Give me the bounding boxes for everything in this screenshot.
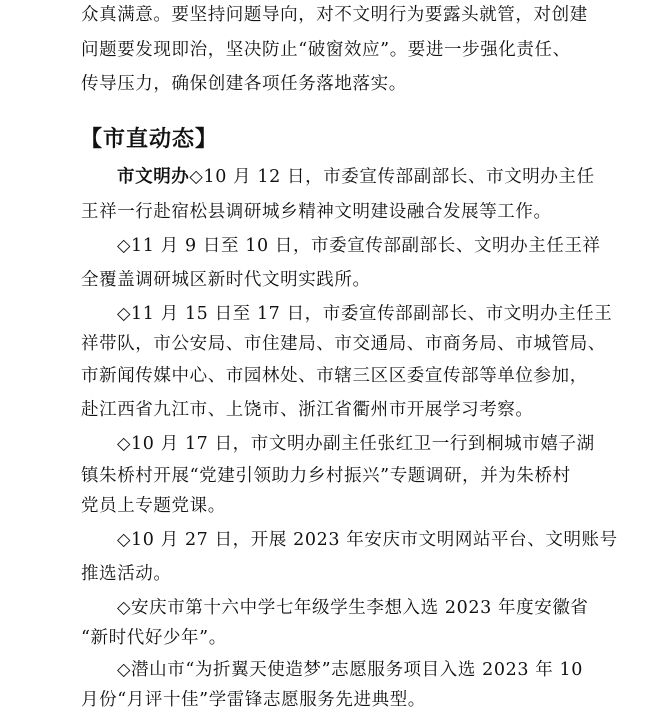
news-item-first-line: ◇10 月 27 日，开展 2023 年安庆市文明网站平台、文明账号 bbox=[117, 530, 618, 550]
news-item-first-line: ◇10 月 17 日，市文明办副主任张红卫一行到桐城市嬉子湖 bbox=[117, 434, 595, 454]
section-heading: 【市直动态】 bbox=[80, 127, 219, 152]
news-item-line: 月份“月评十佳”学雷锋志愿服务先进典型。 bbox=[81, 690, 426, 710]
news-item-line: 推选活动。 bbox=[81, 564, 172, 584]
news-item-first-line: ◇安庆市第十六中学七年级学生李想入选 2023 年度安徽省 bbox=[117, 598, 589, 618]
news-item-first-line: ◇11 月 9 日至 10 日，市委宣传部副部长、文明办主任王祥 bbox=[117, 236, 601, 256]
news-item-first-line: ◇潜山市“为折翼天使造梦”志愿服务项目入选 2023 年 10 bbox=[117, 660, 583, 680]
news-item-line: 王祥一行赴宿松县调研城乡精神文明建设融合发展等工作。 bbox=[81, 202, 552, 222]
item-lead-bold: 市文明办 bbox=[117, 167, 190, 187]
news-item-first-line bbox=[117, 166, 595, 188]
intro-line: 问题要发现即治，坚决防止“破窗效应”。要进一步强化责任、 bbox=[81, 40, 571, 60]
intro-line: 众真满意。要坚持问题导向，对不文明行为要露头就管，对创建 bbox=[81, 5, 588, 25]
intro-line: 传导压力，确保创建各项任务落地落实。 bbox=[81, 74, 407, 94]
news-item-line: 党员上专题党课。 bbox=[81, 496, 226, 516]
news-item-line: 镇朱桥村开展“党建引领助力乡村振兴”专题调研，并为朱桥村 bbox=[81, 466, 571, 486]
news-item-line: “新时代好少年”。 bbox=[81, 628, 227, 648]
item-text: ◇10 月 12 日，市委宣传部副部长、市文明办主任 bbox=[189, 167, 595, 187]
news-item-line: 祥带队，市公安局、市住建局、市交通局、市商务局、市城管局、 bbox=[81, 334, 606, 354]
news-item-first-line: ◇11 月 15 日至 17 日，市委宣传部副部长、市文明办主任王 bbox=[117, 304, 613, 324]
news-item-line: 赴江西省九江市、上饶市、浙江省衢州市开展学习考察。 bbox=[81, 400, 534, 420]
news-item-line: 全覆盖调研城区新时代文明实践所。 bbox=[81, 270, 371, 290]
news-item-line: 市新闻传媒中心、市园林处、市辖三区区委宣传部等单位参加， bbox=[81, 366, 588, 386]
